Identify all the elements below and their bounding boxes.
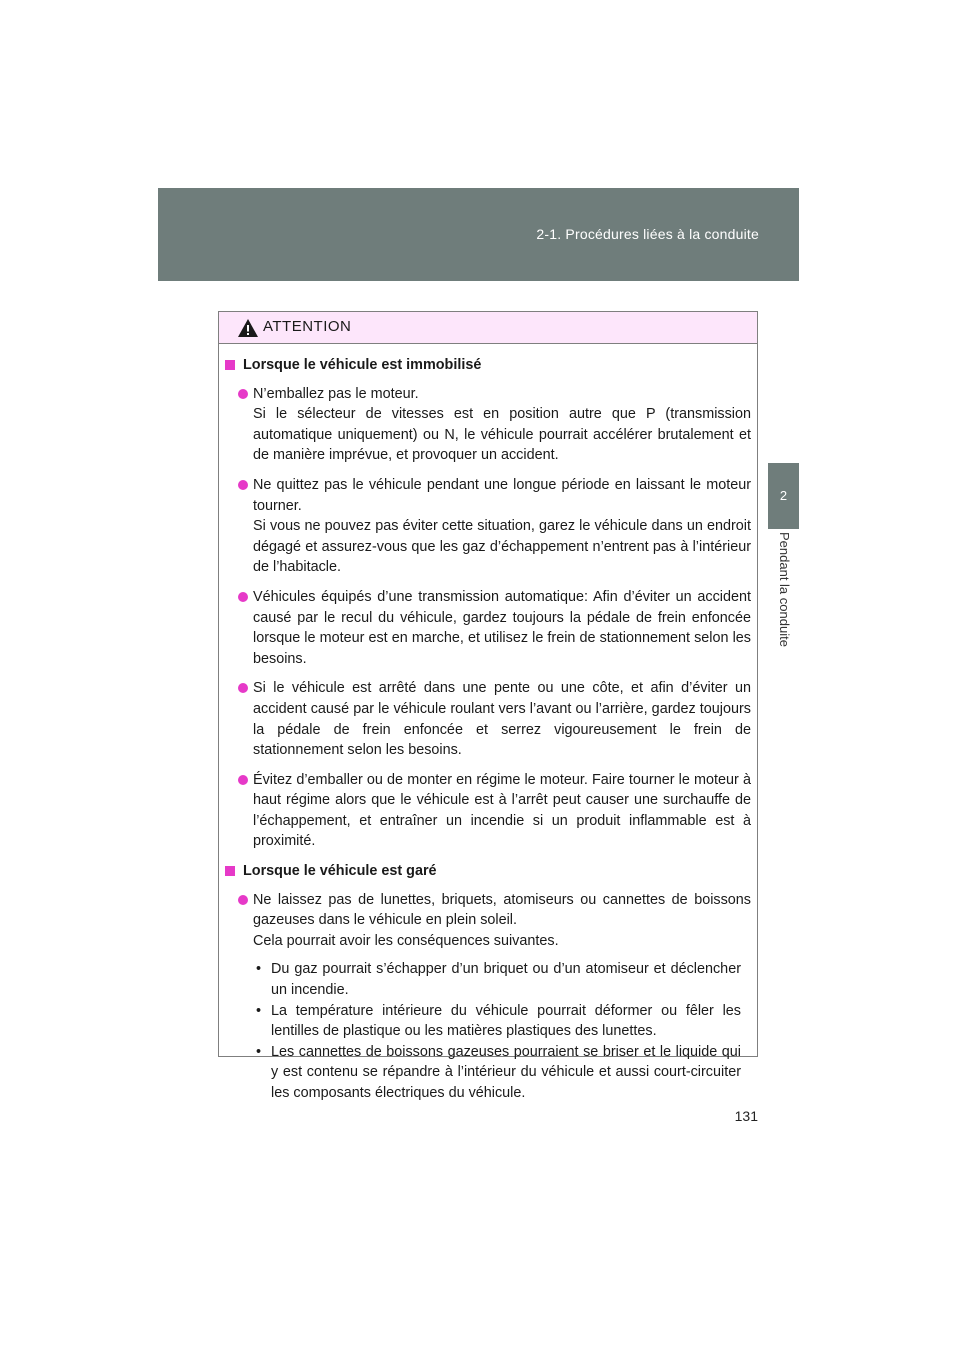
warning-triangle-icon — [237, 318, 259, 338]
section-heading-gare: Lorsque le véhicule est garé — [225, 861, 751, 882]
list-item — [225, 678, 751, 760]
chapter-header-bar — [158, 188, 799, 281]
consequence-item: • Du gaz pourrait s’échapper d’un briquet ou d’un atomiseur et déclencher un incendie. — [256, 961, 741, 999]
list-item — [225, 475, 751, 578]
section-title: 2-1. Procédures liées à la conduite — [536, 226, 759, 242]
chapter-tab-number: 2 — [768, 463, 799, 529]
round-bullet-icon — [238, 480, 248, 490]
round-bullet-icon — [238, 389, 248, 399]
item-text: Si le sélecteur de vitesses est en position autre que P (transmission automatique uniquement) ou N, le véhicule pourrait accélérer brutalement et de manière imprévue, et provoquer un accident. — [253, 406, 751, 464]
chapter-tab-label: Pendant la conduite — [776, 532, 792, 647]
item-text: Ne quittez pas le véhicule pendant une longue période en laissant le moteur tourner. — [253, 476, 751, 514]
middle-dot-icon: • — [256, 1002, 262, 1019]
item-text: Véhicules équipés d’une transmission automatique: Afin d’éviter un accident causé par le recul du véhicule, gardez toujours la pédale de frein enfoncée lorsque le moteur est en marche, et utilisez le frein de stationnement selon les besoins. — [253, 588, 751, 667]
item-text: N’emballez pas le moteur. — [253, 385, 419, 402]
section-heading-immobilise: Lorsque le véhicule est immobilisé — [225, 355, 751, 376]
list-item — [225, 587, 751, 669]
list-item — [225, 890, 751, 1104]
round-bullet-icon — [238, 895, 248, 905]
consequence-list — [253, 959, 751, 1103]
caution-title: ATTENTION — [263, 318, 352, 335]
item-text: Si le véhicule est arrêté dans une pente ou une côte, et afin d’éviter un accident causé par le véhicule roulant vers l’avant ou l’arrière, gardez toujours la pédale de frein enfoncée et serrez vigoureusement le frein de stationnement selon les besoins. — [253, 680, 751, 759]
page-number: 131 — [734, 1108, 758, 1124]
list-item — [225, 770, 751, 852]
consequence-item: • La température intérieure du véhicule pourrait déformer ou fêler les lentilles de plastique ou les matières plastiques des lunettes. — [256, 1002, 741, 1040]
chapter-tab-label-container — [768, 532, 799, 682]
item-text: Évitez d’emballer ou de monter en régime le moteur. Faire tourner le moteur à haut régime alors que le véhicule est à l’arrêt peut causer une surchauffe de l’échappement, et entraîner un incendie si un produit inflammable est à proximité. — [253, 771, 751, 850]
list-item — [225, 384, 751, 466]
middle-dot-icon: • — [256, 961, 262, 978]
square-bullet-icon — [225, 866, 235, 876]
caution-body — [219, 344, 757, 1104]
round-bullet-icon — [238, 683, 248, 693]
round-bullet-icon — [238, 775, 248, 785]
consequence-item: • Les cannettes de boissons gazeuses pourraient se briser et le liquide qui y est contenu se répandre à l’intérieur du véhicule et aussi court-circuiter les composants électriques du véhicule. — [256, 1043, 741, 1101]
middle-dot-icon: • — [256, 1043, 262, 1060]
caution-box — [218, 311, 758, 1101]
square-bullet-icon — [225, 360, 235, 370]
item-text: Si vous ne pouvez pas éviter cette situation, garez le véhicule dans un endroit dégagé et assurez-vous que les gaz d’échappement n’entrent pas à l’intérieur de l’habitacle. — [253, 518, 751, 576]
item-text: Cela pourrait avoir les conséquences suivantes. — [253, 932, 559, 949]
caution-header — [219, 312, 757, 344]
item-text: Ne laissez pas de lunettes, briquets, atomiseurs ou cannettes de boissons gazeuses dans le véhicule en plein soleil. — [253, 891, 751, 929]
round-bullet-icon — [238, 592, 248, 602]
